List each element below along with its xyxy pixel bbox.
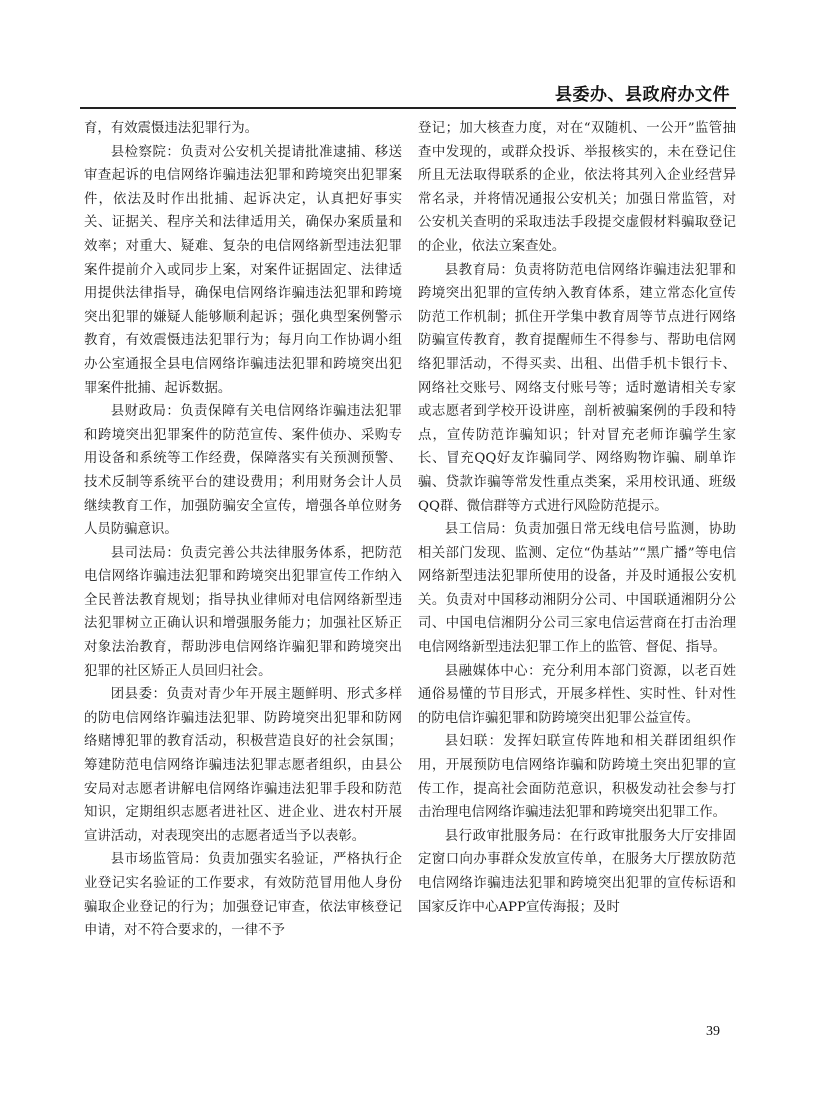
paragraph-womens-federation: 县妇联：发挥妇联宣传阵地和相关群团组织作用，开展预防电信网络诈骗和防跨境土突出犯罪的宣传工作，提高社会面防范意识，积极发动社会参与打击治理电信网络诈骗违法犯罪和跨境突出犯罪工作。 <box>418 734 736 821</box>
paragraph-finance-bureau: 县财政局：负责保障有关电信网络诈骗违法犯罪和跨境突出犯罪案件的防范宣传、案件侦办、采购专用设备和系统等工作经费，保障落实有关预测预警、技术反制等系统平台的建设费用；利用财务会计人员继续教育工作，加强防骗安全宣传，增强各单位财务人员防骗意识。 <box>84 404 402 538</box>
paragraph-youth-league: 团县委：负责对青少年开展主题鲜明、形式多样的防电信网络诈骗违法犯罪、防跨境突出犯罪和防网络赌博犯罪的教育活动，积极营造良好的社会氛围；筹建防范电信网络诈骗违法犯罪志愿者组织，由县公安局对志愿者讲解电信网络诈骗违法犯罪手段和防范知识，定期组织志愿者进社区、进企业、进农村开展宣讲活动，对表现突出的志愿者适当予以表彰。 <box>84 687 402 844</box>
paragraph-procuratorate: 县检察院：负责对公安机关提请批准逮捕、移送审查起诉的电信网络诈骗违法犯罪和跨境突出犯罪案件，依法及时作出批捕、起诉决定，认真把好事实关、证据关、程序关和法律适用关，确保办案质量和效率；对重大、疑难、复杂的电信网络新型违法犯罪案件提前介入或同步上案，对案件证据固定、法律适用提供法律指导，确保电信网络诈骗违法犯罪和跨境突出犯罪的嫌疑人能够顺利起诉；强化典型案例警示教育，有效震慑违法犯罪行为；每月向工作协调小组办公室通报全县电信网络诈骗违法犯罪和跨境突出犯罪案件批捕、起诉数据。 <box>84 144 402 396</box>
left-column <box>84 117 402 943</box>
paragraph-admin-approval: 县行政审批服务局：在行政审批服务大厅安排固定窗口向办事群众发放宣传单，在服务大厅摆放防范电信网络诈骗违法犯罪和跨境突出犯罪的宣传标语和国家反诈中心APP宣传海报；及时 <box>418 828 736 915</box>
paragraph-education-bureau: 县教育局：负责将防范电信网络诈骗违法犯罪和跨境突出犯罪的宣传纳入教育体系，建立常态化宣传防范工作机制；抓住开学集中教育周等节点进行网络防骗宣传教育，教育提醒师生不得参与、帮助电信网络犯罪活动，不得买卖、出租、出借手机卡银行卡、网络社交账号、网络支付账号等；适时邀请相关专家或志愿者到学校开设讲座，剖析被骗案例的手段和特点，宣传防范诈骗知识；针对冒充老师诈骗学生家长、冒充QQ好友诈骗同学、网络购物诈骗、刷单诈骗、贷款诈骗等常发性重点类案，采用校讯通、班级QQ群、微信群等方式进行风险防范提示。 <box>418 262 736 514</box>
header-title: 县委办、县政府办文件 <box>555 85 730 105</box>
header-divider <box>80 107 736 109</box>
paragraph-media-center: 县融媒体中心：充分利用本部门资源，以老百姓通俗易懂的节目形式，开展多样性、实时性、针对性的防电信诈骗犯罪和防跨境突出犯罪公益宣传。 <box>418 663 736 726</box>
right-column <box>418 117 736 919</box>
paragraph-market-supervision: 县市场监管局：负责加强实名验证，严格执行企业登记实名验证的工作要求，有效防范冒用他人身份骗取企业登记的行为；加强登记审查，依法审核登记申请，对不符合要求的，一律不予 <box>84 852 402 939</box>
paragraph-justice-bureau: 县司法局：负责完善公共法律服务体系，把防范电信网络诈骗违法犯罪和跨境突出犯罪宣传工作纳入全民普法教育规划；指导执业律师对电信网络新型违法犯罪树立正确认识和增强服务能力；加强社区矫正对象法治教育，帮助涉电信网络诈骗犯罪和跨境突出犯罪的社区矫正人员回归社会。 <box>84 545 402 679</box>
paragraph-industry-bureau: 县工信局：负责加强日常无线电信号监测，协助相关部门发现、监测、定位“伪基站”“黑广播”等电信网络新型违法犯罪所使用的设备，并及时通报公安机关。负责对中国移动湘阴分公司、中国联通湘阴分公司、中国电信湘阴分公司三家电信运营商在打击治理电信网络新型违法犯罪工作上的监管、督促、指导。 <box>418 522 736 656</box>
paragraph-continued-right: 登记；加大核查力度，对在“双随机、一公开”监管抽查中发现的，或群众投诉、举报核实的，未在登记住所且无法取得联系的企业，依法将其列入企业经营异常名录，并将情况通报公安机关；加强日常监管，对公安机关查明的采取违法手段提交虚假材料骗取登记的企业，依法立案查处。 <box>418 121 736 254</box>
page-number: 39 <box>706 1024 720 1039</box>
paragraph-continued: 育，有效震慑违法犯罪行为。 <box>84 121 259 136</box>
